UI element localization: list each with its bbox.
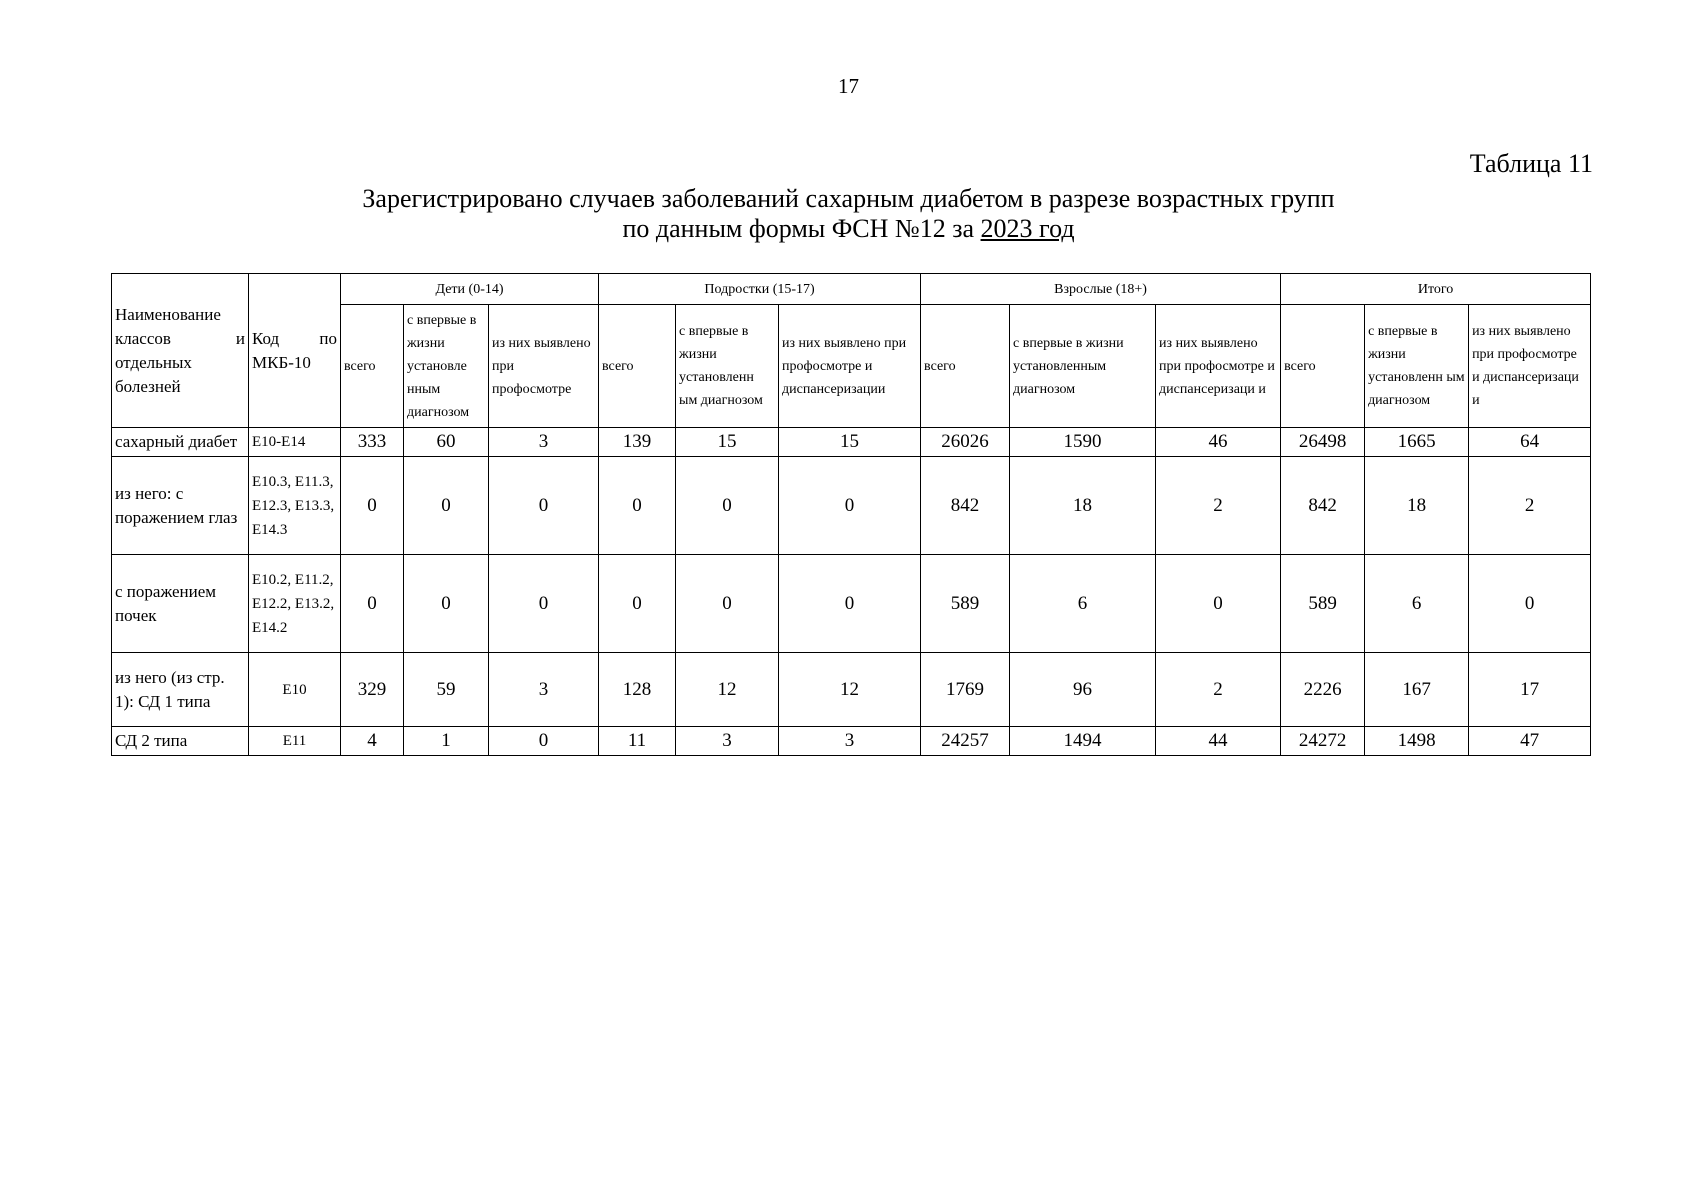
cell: 24272 bbox=[1281, 727, 1365, 756]
cell: 96 bbox=[1010, 653, 1156, 727]
cell: 128 bbox=[599, 653, 676, 727]
children-first-time-header: с впервые в жизни установле нным диагнозом bbox=[404, 305, 489, 428]
cell: 18 bbox=[1365, 457, 1469, 555]
title-line-2-prefix: по данным формы ФСН №12 за bbox=[622, 214, 981, 243]
children-total-header: всего bbox=[341, 305, 404, 428]
table-row bbox=[112, 555, 1591, 653]
total-total-header: всего bbox=[1281, 305, 1365, 428]
cell: 47 bbox=[1469, 727, 1591, 756]
teens-checkup-header: из них выявлено при профосмотре и диспансеризации bbox=[779, 305, 921, 428]
cell: 24257 bbox=[921, 727, 1010, 756]
total-first-time-header: с впервые в жизни установленн ым диагнозом bbox=[1365, 305, 1469, 428]
cell: 44 bbox=[1156, 727, 1281, 756]
title-year: 2023 год bbox=[980, 214, 1075, 243]
cell: 64 bbox=[1469, 428, 1591, 457]
cell: 0 bbox=[404, 555, 489, 653]
cell: 46 bbox=[1156, 428, 1281, 457]
page-number: 17 bbox=[838, 74, 859, 98]
total-checkup-header: из них выявлено при профосмотре и диспансеризаци и bbox=[1469, 305, 1591, 428]
row-code: E10 bbox=[249, 653, 341, 727]
cell: 12 bbox=[676, 653, 779, 727]
cell: 17 bbox=[1469, 653, 1591, 727]
cell: 842 bbox=[1281, 457, 1365, 555]
group-total: Итого bbox=[1281, 274, 1591, 305]
cell: 26498 bbox=[1281, 428, 1365, 457]
cell: 2 bbox=[1469, 457, 1591, 555]
cell: 0 bbox=[676, 457, 779, 555]
cell: 0 bbox=[1156, 555, 1281, 653]
cell: 6 bbox=[1010, 555, 1156, 653]
adults-total-header: всего bbox=[921, 305, 1010, 428]
group-teens: Подростки (15-17) bbox=[599, 274, 921, 305]
cell: 2 bbox=[1156, 653, 1281, 727]
cell: 15 bbox=[779, 428, 921, 457]
cell: 59 bbox=[404, 653, 489, 727]
table-row bbox=[112, 457, 1591, 555]
cell: 2226 bbox=[1281, 653, 1365, 727]
cell: 842 bbox=[921, 457, 1010, 555]
cell: 0 bbox=[599, 555, 676, 653]
cell: 11 bbox=[599, 727, 676, 756]
title-line-2 bbox=[0, 214, 1697, 244]
cell: 0 bbox=[489, 555, 599, 653]
cell: 1590 bbox=[1010, 428, 1156, 457]
cell: 0 bbox=[779, 457, 921, 555]
row-code: E11 bbox=[249, 727, 341, 756]
diabetes-table bbox=[111, 273, 1591, 756]
cell: 60 bbox=[404, 428, 489, 457]
adults-checkup-header: из них выявлено при профосмотре и диспансеризаци и bbox=[1156, 305, 1281, 428]
cell: 26026 bbox=[921, 428, 1010, 457]
title-line-1: Зарегистрировано случаев заболеваний сахарным диабетом в разрезе возрастных групп bbox=[362, 184, 1335, 213]
cell: 333 bbox=[341, 428, 404, 457]
cell: 0 bbox=[404, 457, 489, 555]
row-name: сахарный диабет bbox=[112, 428, 249, 457]
cell: 4 bbox=[341, 727, 404, 756]
cell: 0 bbox=[779, 555, 921, 653]
cell: 589 bbox=[921, 555, 1010, 653]
cell: 3 bbox=[489, 653, 599, 727]
table-row bbox=[112, 653, 1591, 727]
row-code: E10-E14 bbox=[249, 428, 341, 457]
table-row bbox=[112, 727, 1591, 756]
group-adults: Взрослые (18+) bbox=[921, 274, 1281, 305]
cell: 0 bbox=[341, 555, 404, 653]
cell: 12 bbox=[779, 653, 921, 727]
cell: 3 bbox=[779, 727, 921, 756]
cell: 2 bbox=[1156, 457, 1281, 555]
cell: 167 bbox=[1365, 653, 1469, 727]
header-code: Код по МКБ-10 bbox=[249, 274, 341, 428]
cell: 0 bbox=[1469, 555, 1591, 653]
cell: 0 bbox=[341, 457, 404, 555]
cell: 0 bbox=[489, 457, 599, 555]
row-name: СД 2 типа bbox=[112, 727, 249, 756]
cell: 1665 bbox=[1365, 428, 1469, 457]
cell: 0 bbox=[599, 457, 676, 555]
cell: 3 bbox=[676, 727, 779, 756]
cell: 18 bbox=[1010, 457, 1156, 555]
cell: 329 bbox=[341, 653, 404, 727]
table-label: Таблица 11 bbox=[1469, 149, 1593, 178]
cell: 1498 bbox=[1365, 727, 1469, 756]
cell: 1769 bbox=[921, 653, 1010, 727]
children-checkup-header: из них выявлено при профосмотре bbox=[489, 305, 599, 428]
cell: 589 bbox=[1281, 555, 1365, 653]
adults-first-time-header: с впервые в жизни установленным диагнозом bbox=[1010, 305, 1156, 428]
table-title bbox=[0, 184, 1697, 244]
cell: 15 bbox=[676, 428, 779, 457]
cell: 1 bbox=[404, 727, 489, 756]
row-name: с поражением почек bbox=[112, 555, 249, 653]
teens-first-time-header: с впервые в жизни установленн ым диагнозом bbox=[676, 305, 779, 428]
row-code: E10.3, E11.3, E12.3, E13.3, E14.3 bbox=[249, 457, 341, 555]
cell: 3 bbox=[489, 428, 599, 457]
row-name: из него (из стр. 1): СД 1 типа bbox=[112, 653, 249, 727]
table-row bbox=[112, 428, 1591, 457]
row-name: из него: с поражением глаз bbox=[112, 457, 249, 555]
cell: 139 bbox=[599, 428, 676, 457]
cell: 0 bbox=[676, 555, 779, 653]
group-children: Дети (0-14) bbox=[341, 274, 599, 305]
header-name: Наименование классов и отдельных болезней bbox=[112, 274, 249, 428]
cell: 6 bbox=[1365, 555, 1469, 653]
row-code: E10.2, E11.2, E12.2, E13.2, E14.2 bbox=[249, 555, 341, 653]
cell: 0 bbox=[489, 727, 599, 756]
cell: 1494 bbox=[1010, 727, 1156, 756]
teens-total-header: всего bbox=[599, 305, 676, 428]
